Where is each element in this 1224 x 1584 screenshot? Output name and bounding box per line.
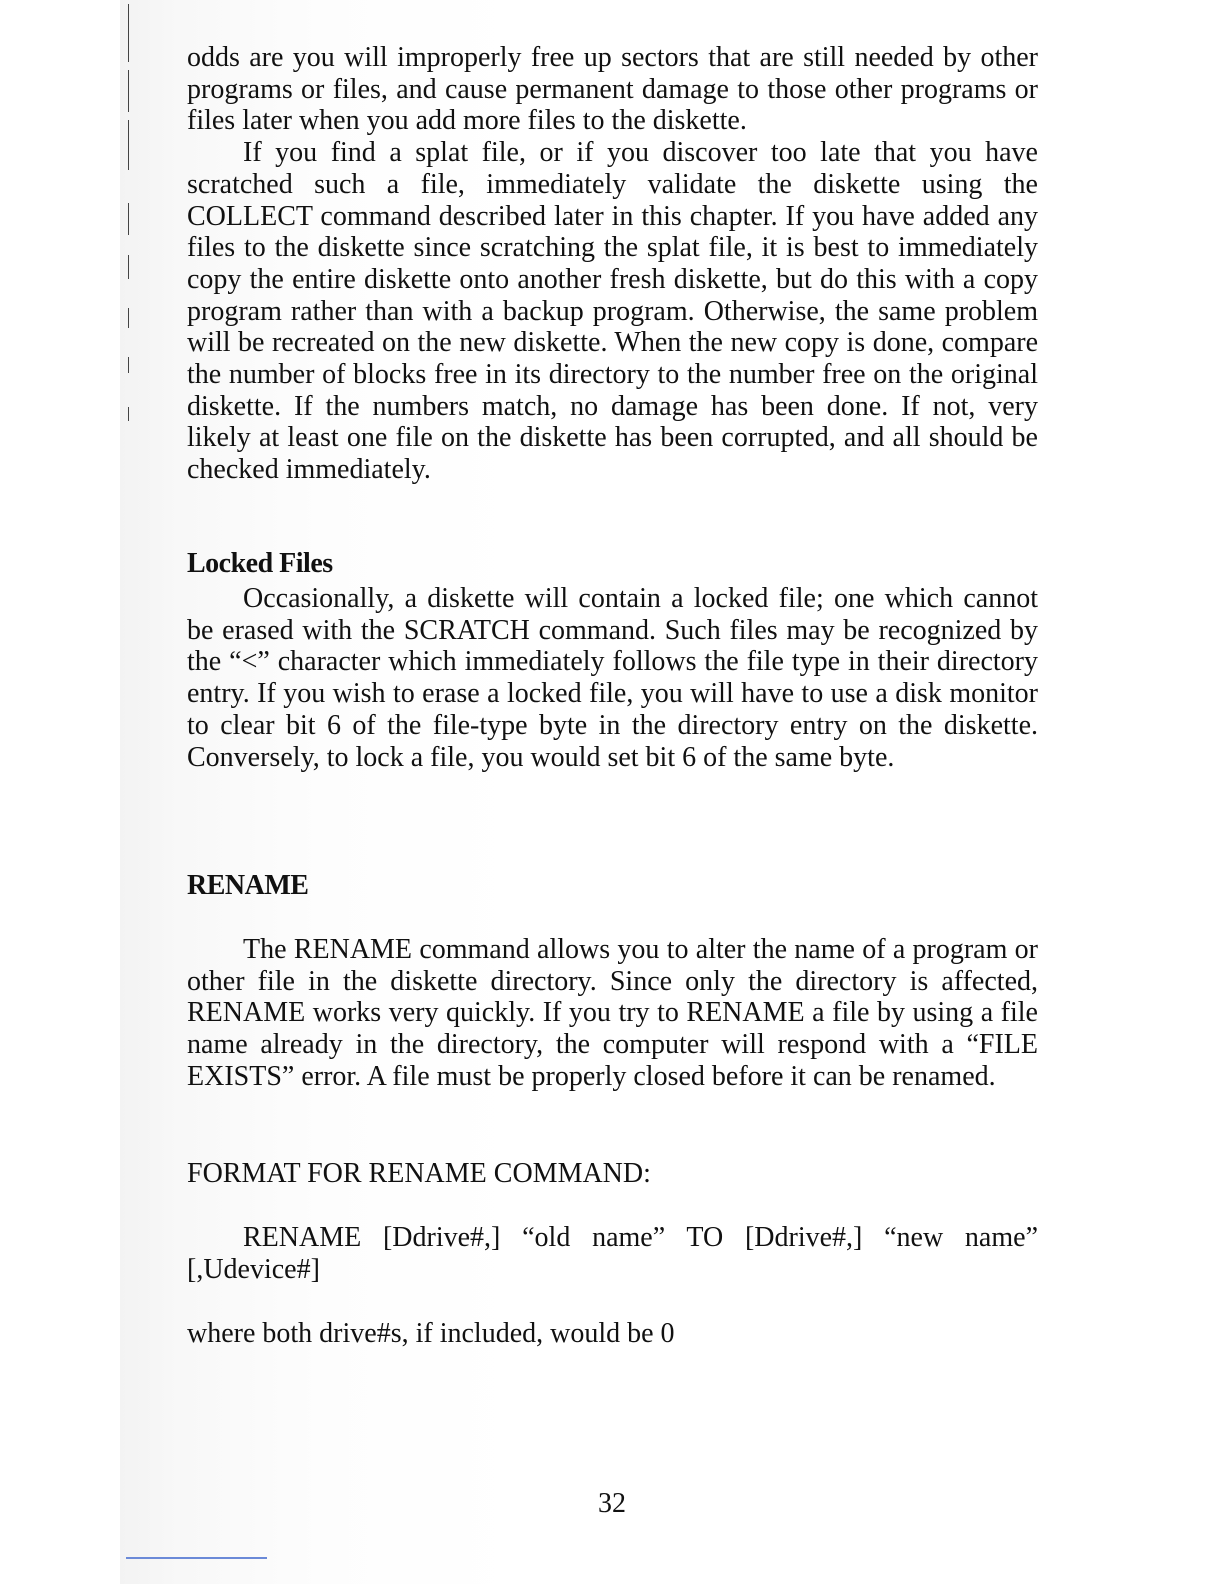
binding-mark xyxy=(128,120,129,170)
format-syntax: RENAME [Ddrive#,] “old name” TO [Ddrive#,] “new name” [,Udevice#] xyxy=(187,1222,1038,1285)
body-text-top xyxy=(187,42,1038,486)
rename-heading: RENAME xyxy=(187,870,309,901)
binding-mark xyxy=(128,407,129,421)
binding-mark xyxy=(128,308,129,328)
rename-paragraph: The RENAME command allows you to alter the name of a program or other file in the diskette directory. Since only the directory is affected, RENAME works very quickly. If you try to RENAME a file by using a file name already in the directory, the computer will respond with a “FILE EXISTS” error. A file must be properly closed before it can be renamed. xyxy=(187,934,1038,1092)
page-number: 32 xyxy=(598,1488,626,1519)
locked-files-paragraph: Occasionally, a diskette will contain a locked file; one which cannot be erased with the SCRATCH command. Such files may be recognized by the “<” character which immediately follows the file type in their directory entry. If you wish to erase a locked file, you will have to use a disk monitor to clear bit 6 of the file-type byte in the directory entry on the diskette. Conversely, to lock a file, you would set bit 6 of the same byte. xyxy=(187,583,1038,773)
rename-text xyxy=(187,934,1038,1093)
format-label: FORMAT FOR RENAME COMMAND: xyxy=(187,1158,651,1189)
binding-mark xyxy=(128,357,129,373)
binding-mark xyxy=(128,255,129,279)
binding-mark xyxy=(128,70,129,112)
splat-file-paragraph: If you find a splat file, or if you discover too late that you have scratched such a file, immediately validate the diskette using the COLLECT command described later in this chapter. If you have added any files to the diskette since scratching the splat file, it is best to immediately copy the entire diskette onto another fresh diskette, but do this with a copy program rather than with a backup program. Otherwise, the same problem will be recreated on the new diskette. When the new copy is done, compare the number of blocks free in its directory to the number free on the original diskette. If the numbers match, no damage has been done. If not, very likely at least one file on the diskette has been corrupted, and all should be checked immediately. xyxy=(187,137,1038,486)
format-syntax-block xyxy=(187,1222,1038,1285)
locked-files-heading: Locked Files xyxy=(187,548,333,579)
binding-mark xyxy=(128,4,129,62)
binding-mark xyxy=(128,203,129,235)
continued-paragraph: odds are you will improperly free up sectors that are still needed by other programs or files, and cause permanent damage to those other programs or files later when you add more files to the diskette. xyxy=(187,42,1038,137)
locked-files-text xyxy=(187,583,1038,773)
drive-note: where both drive#s, if included, would be 0 xyxy=(187,1318,675,1349)
bottom-rule xyxy=(126,1557,267,1559)
